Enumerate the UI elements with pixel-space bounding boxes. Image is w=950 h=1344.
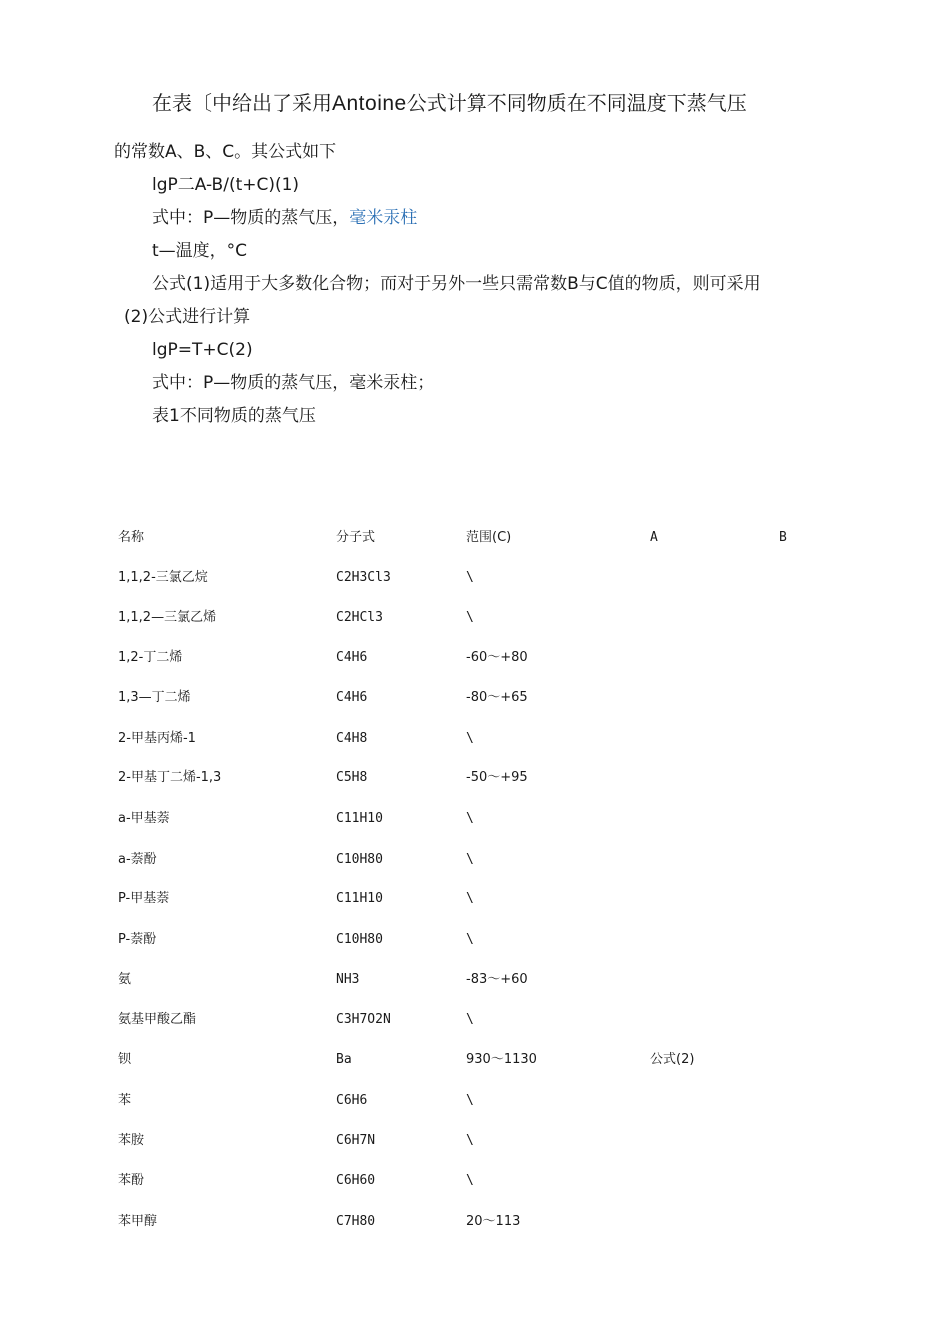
cell-range: -60〜+80	[466, 650, 528, 665]
cell-formula: C6H6	[336, 1093, 368, 1108]
cell-formula: C10H80	[336, 852, 383, 867]
cell-range: \	[466, 811, 474, 826]
heading-latin: Antoine	[332, 92, 407, 115]
where-2: 式中：P—物质的蒸气压，毫米汞柱；	[152, 373, 435, 393]
cell-name: 1,1,2-三氯乙烷	[118, 570, 208, 585]
cell-range: \	[466, 932, 474, 947]
cell-name: 苯酚	[118, 1173, 145, 1188]
cell-range: \	[466, 1012, 474, 1027]
cell-formula: C2H3Cl3	[336, 570, 391, 585]
cell-formula: C3H7O2N	[336, 1012, 391, 1027]
header-range: 范围(C)	[466, 530, 512, 545]
cell-name: 1,1,2—三氯乙烯	[118, 610, 217, 625]
cell-range: -50〜+95	[466, 770, 528, 785]
intro-heading	[152, 90, 747, 117]
header-a: A	[650, 530, 658, 545]
cell-formula: Ba	[336, 1052, 352, 1067]
cell-formula: C7H80	[336, 1214, 376, 1229]
cell-formula: C4H6	[336, 690, 368, 705]
cell-range: 930〜1130	[466, 1052, 537, 1067]
where-1-text: 式中：P—物质的蒸气压，	[152, 208, 350, 228]
cell-range: \	[466, 852, 474, 867]
cell-formula: C2HCl3	[336, 610, 383, 625]
cell-formula: C11H10	[336, 891, 383, 906]
cell-range: -83〜+60	[466, 972, 528, 987]
cell-name: 苯胺	[118, 1133, 145, 1148]
cell-name: 苯甲醇	[118, 1214, 158, 1229]
cell-formula: C10H80	[336, 932, 383, 947]
cell-formula: C4H8	[336, 731, 368, 746]
where-1	[152, 207, 417, 229]
heading-suffix: 公式计算不同物质在不同温度下蒸气压	[406, 91, 747, 115]
cell-formula: C4H6	[336, 650, 368, 665]
cell-name: 苯	[118, 1093, 132, 1108]
cell-formula: C5H8	[336, 770, 368, 785]
paragraph-b: (2)公式进行计算	[124, 307, 251, 327]
formula-1: lgP二A-B/(t+C)(1)	[152, 175, 300, 195]
cell-name: 1,3—丁二烯	[118, 690, 191, 705]
cell-range: \	[466, 570, 474, 585]
cell-name: 2-甲基丁二烯-1,3	[118, 770, 222, 785]
cell-name: 1,2-丁二烯	[118, 650, 183, 665]
paragraph-a: 公式(1)适用于大多数化合物；而对于另外一些只需常数B与C值的物质，则可采用	[152, 274, 761, 294]
cell-name: a-萘酚	[118, 852, 157, 867]
cell-formula: NH3	[336, 972, 360, 987]
cell-range: \	[466, 891, 474, 906]
table-caption: 表1不同物质的蒸气压	[152, 406, 316, 426]
header-name: 名称	[118, 530, 145, 545]
cell-range: \	[466, 610, 474, 625]
cell-range: \	[466, 1173, 474, 1188]
cell-range: 20〜113	[466, 1214, 521, 1229]
cell-formula: C11H10	[336, 811, 383, 826]
cell-a: 公式(2)	[650, 1052, 695, 1067]
formula-2: lgP=T+C(2)	[152, 340, 253, 360]
where-t: t—温度，°C	[152, 241, 248, 261]
cell-name: 氨基甲酸乙酯	[118, 1012, 197, 1027]
header-formula: 分子式	[336, 530, 376, 545]
cell-name: a-甲基萘	[118, 811, 170, 826]
cell-range: \	[466, 1093, 474, 1108]
cell-name: 钡	[118, 1052, 132, 1067]
intro-line2: 的常数A、B、C。其公式如下	[114, 142, 337, 162]
cell-range: \	[466, 1133, 474, 1148]
cell-formula: C6H7N	[336, 1133, 376, 1148]
header-b: B	[779, 530, 787, 545]
cell-name: P-甲基萘	[118, 891, 170, 906]
cell-range: -80〜+65	[466, 690, 528, 705]
cell-name: 氨	[118, 972, 132, 987]
cell-formula: C6H60	[336, 1173, 376, 1188]
cell-range: \	[466, 731, 474, 746]
cell-name: 2-甲基丙烯-1	[118, 731, 196, 746]
mmhg-link[interactable]: 毫米汞柱	[349, 208, 418, 228]
cell-name: P-萘酚	[118, 932, 157, 947]
heading-prefix: 在表〔中给出了采用	[152, 91, 332, 115]
